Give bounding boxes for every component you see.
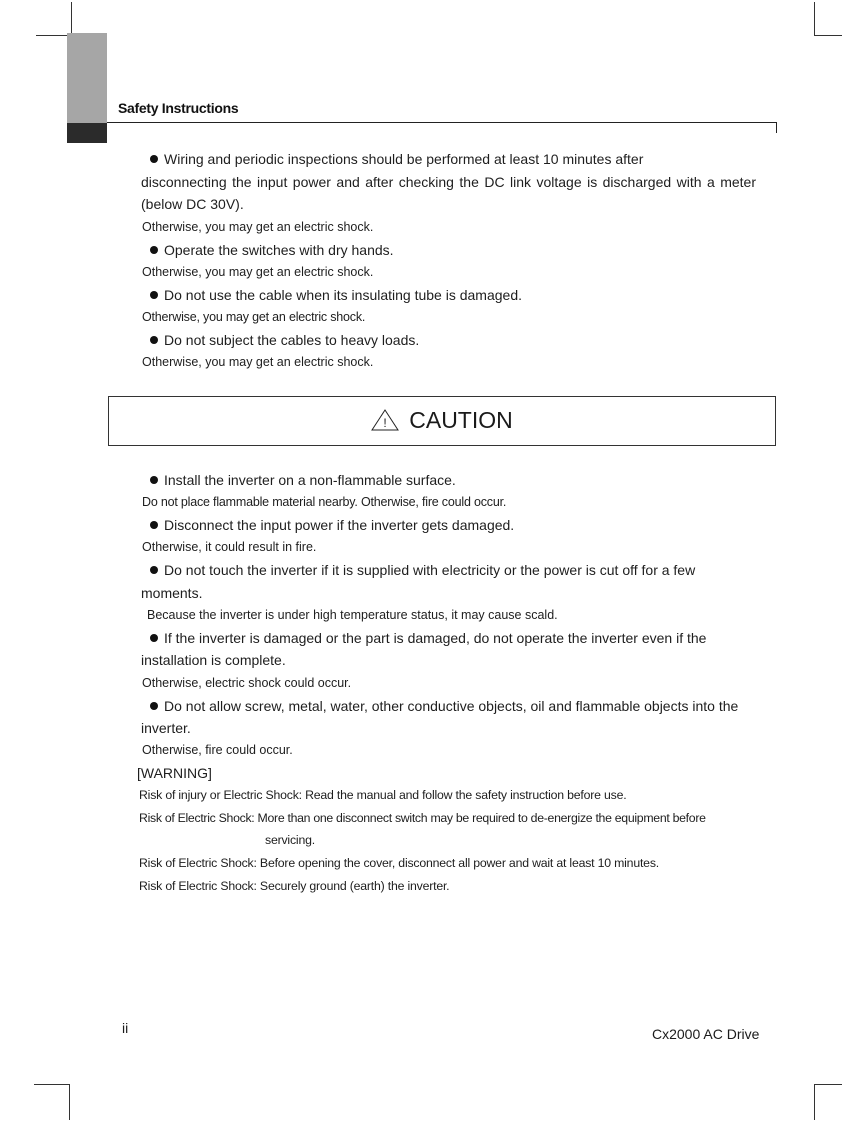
- warning-triangle-icon: [371, 409, 399, 431]
- list-item-note: Because the inverter is under high temperature status, it may cause scald.: [147, 608, 558, 622]
- list-item-continuation: installation is complete.: [141, 652, 286, 668]
- warning-line: Risk of Electric Shock: Securely ground (earth) the inverter.: [139, 879, 450, 893]
- list-item-continuation: disconnecting the input power and after checking the DC link voltage is discharged with a meter: [141, 174, 756, 190]
- list-item-note: Otherwise, fire could occur.: [142, 743, 293, 757]
- bullet-icon: [150, 336, 158, 344]
- section-tab-marker: [67, 123, 107, 143]
- list-item-continuation: (below DC 30V).: [141, 196, 244, 212]
- crop-mark: [34, 1084, 70, 1085]
- list-item-note: Otherwise, you may get an electric shock.: [142, 220, 374, 234]
- crop-mark: [69, 1084, 70, 1120]
- bullet-icon: [150, 521, 158, 529]
- crop-mark: [71, 2, 72, 36]
- product-name: Cx2000 AC Drive: [652, 1026, 760, 1042]
- bullet-icon: [150, 702, 158, 710]
- page-number: ii: [122, 1020, 129, 1036]
- list-item: If the inverter is damaged or the part is damaged, do not operate the inverter even if the: [150, 630, 706, 646]
- bullet-icon: [150, 155, 158, 163]
- section-title: Safety Instructions: [118, 100, 239, 116]
- list-item-note: Otherwise, you may get an electric shock.: [142, 265, 374, 279]
- list-item: Install the inverter on a non-flammable surface.: [150, 472, 456, 488]
- bullet-icon: [150, 291, 158, 299]
- warning-line: Risk of injury or Electric Shock: Read the manual and follow the safety instruction before use.: [139, 788, 627, 802]
- list-item-note: Otherwise, electric shock could occur.: [142, 676, 352, 690]
- list-item-note: Do not place flammable material nearby. Otherwise, fire could occur.: [142, 495, 507, 509]
- list-item: Disconnect the input power if the inverter gets damaged.: [150, 517, 514, 533]
- list-item-note: Otherwise, you may get an electric shock.: [142, 355, 374, 369]
- caution-title: CAUTION: [409, 407, 513, 433]
- crop-mark: [814, 35, 842, 36]
- bullet-icon: [150, 566, 158, 574]
- crop-mark: [814, 2, 815, 36]
- warning-line-continuation: servicing.: [265, 833, 315, 847]
- warning-line: Risk of Electric Shock: Before opening the cover, disconnect all power and wait at least 10 minutes.: [139, 856, 659, 870]
- list-item: Operate the switches with dry hands.: [150, 242, 394, 258]
- list-item: Do not touch the inverter if it is supplied with electricity or the power is cut off for a few: [150, 562, 733, 578]
- list-item: Do not subject the cables to heavy loads.: [150, 332, 419, 348]
- list-item-continuation: inverter.: [141, 720, 191, 736]
- list-item-note: Otherwise, it could result in fire.: [142, 540, 317, 554]
- list-item-continuation: moments.: [141, 585, 203, 601]
- list-item-note: Otherwise, you may get an electric shock.: [142, 310, 366, 324]
- list-item: Do not use the cable when its insulating tube is damaged.: [150, 287, 522, 303]
- header-rule-tick: [776, 122, 777, 133]
- bullet-icon: [150, 246, 158, 254]
- crop-mark: [814, 1084, 815, 1120]
- caution-banner: [108, 396, 776, 446]
- warning-heading: [WARNING]: [137, 765, 212, 781]
- svg-text:!: !: [383, 416, 387, 430]
- bullet-icon: [150, 634, 158, 642]
- bullet-icon: [150, 476, 158, 484]
- list-item: Wiring and periodic inspections should be performed at least 10 minutes after: [150, 151, 643, 167]
- crop-mark: [814, 1084, 842, 1085]
- warning-line: Risk of Electric Shock: More than one disconnect switch may be required to de-energize the equipment before: [139, 811, 706, 825]
- list-item: Do not allow screw, metal, water, other conductive objects, oil and flammable objects into the: [150, 698, 738, 714]
- header-rule: [107, 122, 777, 123]
- section-tab: [67, 33, 107, 123]
